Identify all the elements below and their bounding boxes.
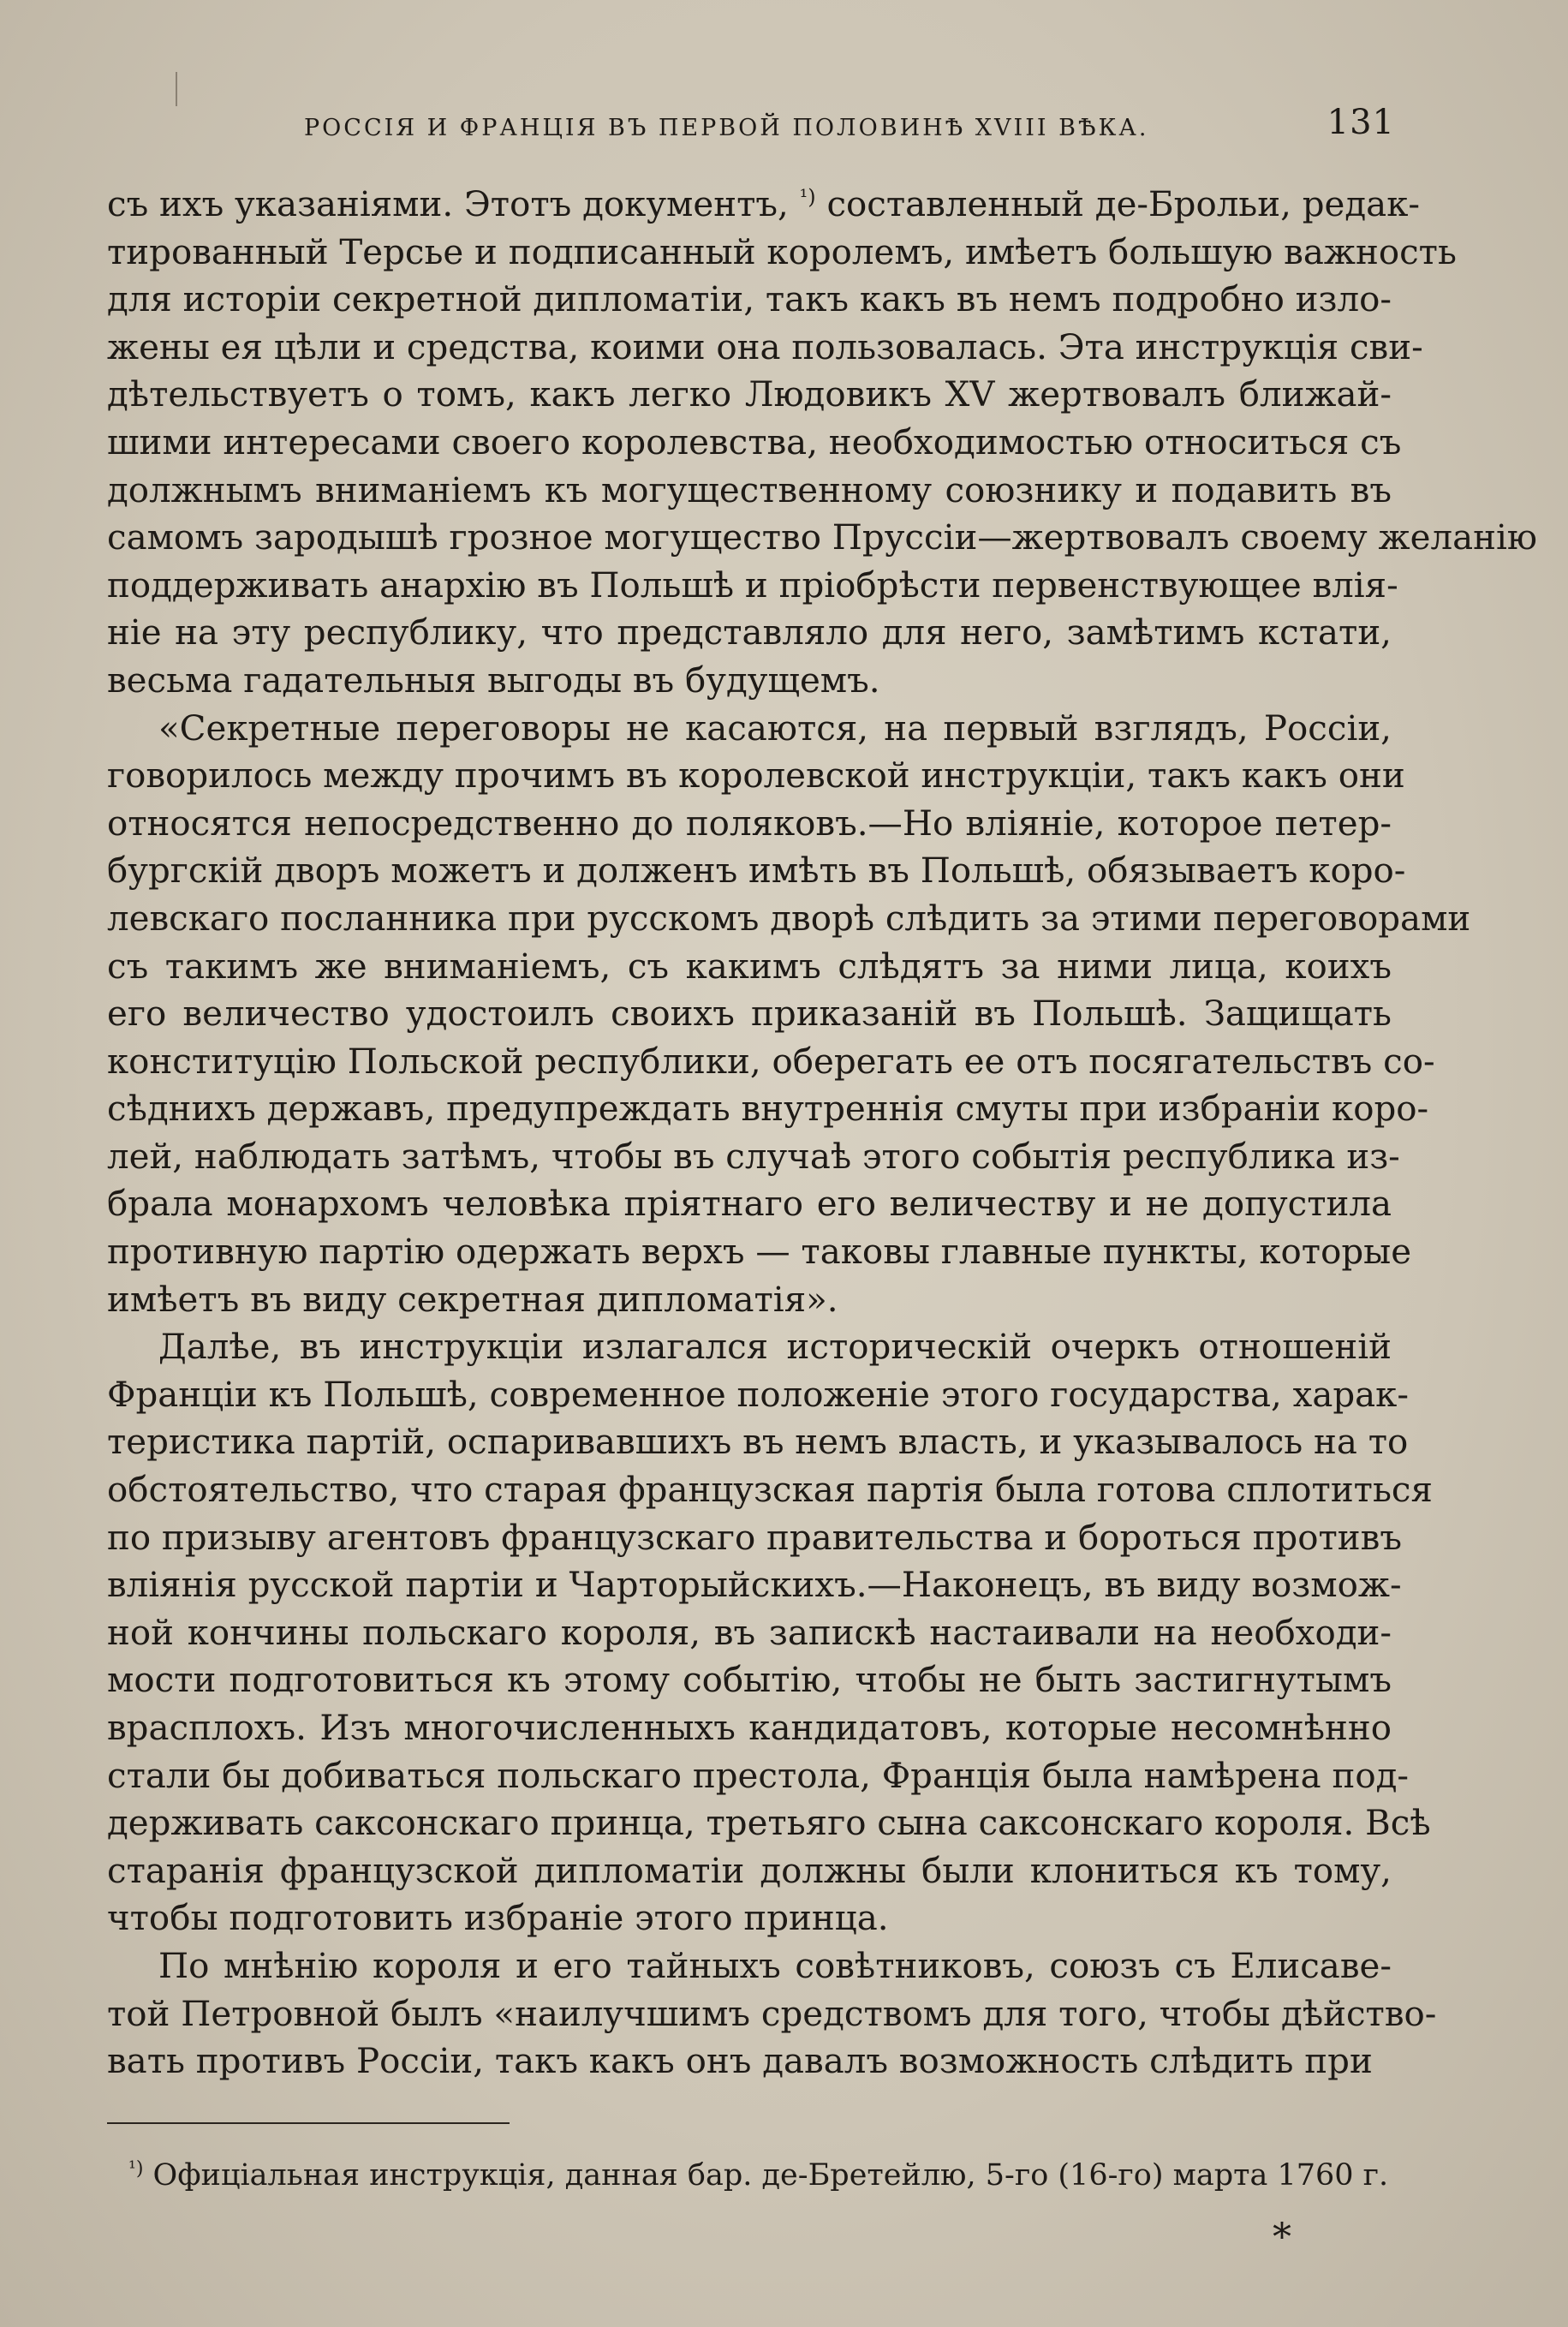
text-line: весьма гадательныя выгоды въ будущемъ. bbox=[107, 659, 880, 701]
page-header bbox=[107, 103, 1395, 154]
text-line: говорилось между прочимъ въ королевской инструкціи, такъ какъ они bbox=[107, 755, 1405, 797]
text-line: «Секретные переговоры не касаются, на первый взглядъ, Россіи, bbox=[158, 707, 1392, 749]
text-line: по призыву агентовъ французскаго правительства и бороться противъ bbox=[107, 1517, 1402, 1558]
text-line: поддерживать анархію въ Польшѣ и пріобрѣсти первенствующее влія- bbox=[107, 564, 1398, 606]
text-line: бургскій дворъ можетъ и долженъ имѣть въ Польшѣ, обязываетъ коро- bbox=[107, 850, 1406, 892]
footnote-text: Офиціальная инструкція, данная бар. де-Бретейлю, 5-го (16-го) марта 1760 г. bbox=[152, 2158, 1389, 2193]
text-line: держивать саксонскаго принца, третьяго сына саксонскаго короля. Всѣ bbox=[107, 1803, 1431, 1844]
text-line: конституцію Польской республики, оберегать ее отъ посягательствъ со- bbox=[107, 1041, 1435, 1082]
text-line: тированный Терсье и подписанный королемъ, имѣетъ большую важность bbox=[107, 231, 1457, 272]
text-line: Далѣе, въ инструкціи излагался историческій очеркъ отношеній bbox=[158, 1327, 1392, 1368]
paragraph bbox=[107, 705, 1471, 1324]
text-line: левскаго посланника при русскомъ дворѣ слѣдить за этими переговорами bbox=[107, 898, 1471, 939]
signature-mark: * bbox=[1273, 2216, 1291, 2259]
text-line: для исторіи секретной дипломатіи, такъ какъ въ немъ подробно изло- bbox=[107, 279, 1392, 320]
text-line: съ ихъ указаніями. Этотъ документъ, $^{^1)}$ составленный де-Брольи, редак- bbox=[107, 184, 1420, 224]
footnote bbox=[128, 2158, 1413, 2193]
text-line: ной кончины польскаго короля, въ запискѣ настаивали на необходи- bbox=[107, 1612, 1392, 1653]
text-line: брала монархомъ человѣка пріятнаго его величеству и не допустила bbox=[107, 1184, 1392, 1225]
text-line: По мнѣнію короля и его тайныхъ совѣтниковъ, союзъ съ Елисаве- bbox=[158, 1945, 1392, 1986]
text-line: ніе на эту республику, что представляло для него, замѣтимъ кстати, bbox=[107, 612, 1392, 653]
text-line: лей, наблюдать затѣмъ, чтобы въ случаѣ этого событія республика из- bbox=[107, 1136, 1400, 1177]
paragraph bbox=[107, 1323, 1433, 1942]
text-line: его величество удостоилъ своихъ приказаній въ Польшѣ. Защищать bbox=[107, 993, 1392, 1035]
text-line: той Петровной былъ «наилучшимъ средствомъ для того, чтобы дѣйство- bbox=[107, 1993, 1437, 2034]
page-number: 131 bbox=[1327, 103, 1395, 142]
text-line: самомъ зародышѣ грозное могущество Пруссіи—жертвовалъ своему желанію bbox=[107, 517, 1537, 558]
footnote-reference: ¹) bbox=[799, 185, 816, 209]
text-line: жены ея цѣли и средства, коими она пользовалась. Эта инструкція сви- bbox=[107, 326, 1423, 367]
text-line: относятся непосредственно до поляковъ.—Но вліяніе, которое петер- bbox=[107, 803, 1392, 844]
text-line: съ такимъ же вниманіемъ, съ какимъ слѣдятъ за ними лица, коихъ bbox=[107, 946, 1392, 987]
text-line: шими интересами своего королевства, необходимостью относиться съ bbox=[107, 421, 1402, 462]
footnote-rule bbox=[107, 2122, 510, 2124]
paragraph bbox=[107, 174, 1537, 705]
text-line: противную партію одержать верхъ — таковы главные пункты, которые bbox=[107, 1232, 1412, 1273]
text-line: теристика партій, оспаривавшихъ въ немъ власть, и указывалось на то bbox=[107, 1422, 1409, 1463]
footnote-marker: ¹) bbox=[128, 2158, 144, 2180]
text-line: вать противъ Россіи, такъ какъ онъ давалъ возможность слѣдить при bbox=[107, 2041, 1373, 2082]
body-text bbox=[107, 174, 1537, 2085]
text-line: врасплохъ. Изъ многочисленныхъ кандидатовъ, которые несомнѣнно bbox=[107, 1708, 1392, 1748]
text-line: дѣтельствуетъ о томъ, какъ легко Людовикъ XV жертвовалъ ближай- bbox=[107, 374, 1392, 415]
margin-pencil-mark bbox=[176, 72, 177, 106]
text-line: Франціи къ Польшѣ, современное положеніе этого государства, харак- bbox=[107, 1374, 1409, 1415]
text-line: имѣетъ въ виду секретная дипломатія». bbox=[107, 1279, 838, 1320]
text-line: вліянія русской партіи и Чарторыйскихъ.—Наконецъ, въ виду возмож- bbox=[107, 1565, 1402, 1606]
paragraph bbox=[107, 1942, 1437, 2085]
text-line: старанія французской дипломатіи должны были клониться къ тому, bbox=[107, 1850, 1392, 1891]
running-title: РОССІЯ И ФРАНЦІЯ ВЪ ПЕРВОЙ ПОЛОВИНѢ XVIII ВѢКА. bbox=[304, 115, 1149, 141]
text-line: обстоятельство, что старая французская партія была готова сплотиться bbox=[107, 1470, 1433, 1511]
text-line: стали бы добиваться польскаго престола, Франція была намѣрена под- bbox=[107, 1755, 1410, 1796]
text-line: мости подготовиться къ этому событію, чтобы не быть застигнутымъ bbox=[107, 1660, 1392, 1701]
text-line: должнымъ вниманіемъ къ могущественному союзнику и подавить въ bbox=[107, 469, 1392, 510]
text-line: чтобы подготовить избраніе этого принца. bbox=[107, 1898, 889, 1939]
text-line: сѣднихъ державъ, предупреждать внутреннія смуты при избраніи коро- bbox=[107, 1089, 1429, 1130]
